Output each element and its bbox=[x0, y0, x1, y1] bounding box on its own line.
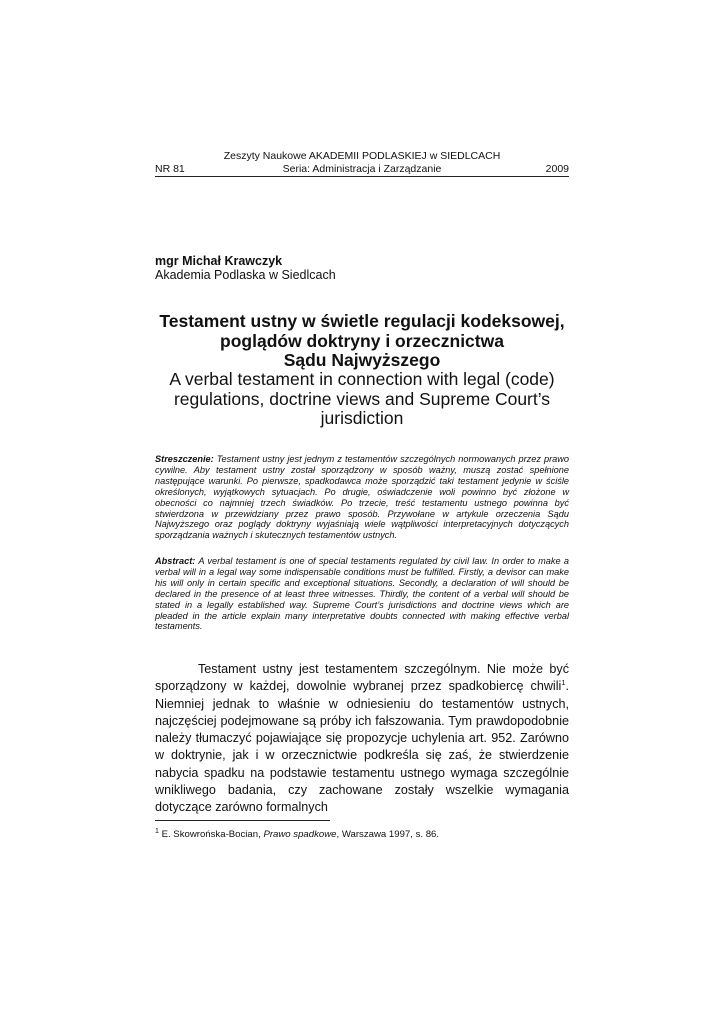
title-english bbox=[155, 370, 569, 429]
body-text-part: . Niemniej jednak to właśnie w odniesieniu do testamentów ustnych, najczęściej podejmowane są próby ich fałszowania. Tym prawdopodobnie należy tłumaczyć pojawiające się propozycje uchylenia art. 952. Zarówno w doktrynie, jak i w orzecznictwie podkreśla się zaś, że stwierdzenie nabycia spadku na podstawie testamentu ustnego wymaga szczególnie wnikliwego badania, czy zachowane zostały wszelkie wymagania dotyczące zarówno formalnych bbox=[155, 679, 569, 815]
footnote-mark: 1 bbox=[155, 828, 159, 835]
footnote-rest: , Warszawa 1997, s. 86. bbox=[336, 829, 440, 841]
title-english-line: regulations, doctrine views and Supreme Court’s bbox=[173, 388, 551, 409]
series-name: Seria: Administracja i Zarządzanie bbox=[282, 163, 442, 175]
footnote-title: Prawo spadkowe bbox=[263, 829, 337, 841]
title-polish-line: poglądów doktryny i orzecznictwa bbox=[220, 330, 504, 351]
abstract-english bbox=[155, 556, 569, 632]
title-polish-line: Sądu Najwyższego bbox=[283, 350, 441, 370]
body-paragraph bbox=[155, 661, 569, 817]
body-text-part: Testament ustny jest testamentem szczególnym. Nie może być sporządzony w każdej, dowolnie wybranej przez spadkobiercę chwili bbox=[155, 662, 569, 694]
abstract-polish bbox=[155, 454, 569, 541]
abstract-polish-label: Streszczenie: bbox=[155, 454, 214, 464]
abstract-english-text: A verbal testament is one of special testaments regulated by civil law. In order to make a verbal will in a legal way some indispensable conditions must be fulfilled. Firstly, a devisor can make his will only in certain specific and exceptional situations. Secondly, a declaration of will should be declared in the presence of at least three witnesses. Thirdly, the content of a verbal will should be stated in a legally established way. Supreme Court’s jurisdictions and doctrine views which are pleaded in the article explain many interpretative doubts connected with making effective verbal testaments. bbox=[155, 556, 569, 632]
footnote-author: E. Skowrońska-Bocian, bbox=[161, 829, 261, 841]
footnote-reference[interactable]: 1 bbox=[561, 678, 566, 688]
journal-title: Zeszyty Naukowe AKADEMII PODLASKIEJ w SIEDLCACH bbox=[223, 150, 501, 162]
title-polish bbox=[155, 312, 569, 371]
footnote bbox=[155, 826, 569, 841]
abstract-polish-text: Testament ustny jest jednym z testamentów szczególnych normowanych przez prawo cywilne. Aby testament ustny został sporządzony w sposób ważny, muszą zostać spełnione następujące warunki. Po pierwsze, spadkodawca może sporządzić taki testament jedynie w ściśle określonych, wyjątkowych sytuacjach. Po drugie, oświadczenie woli powinno być złożone w obecności co najmniej trzech świadków. Po trzecie, treść testamentu ustnego powinna być stwierdzona w przewidziany przez prawo sposób. Przywołane w artykule orzeczenia Sądu Najwyższego oraz poglądy doktryny wyjaśniają wiele wątpliwości interpretacyjnych dotyczących sporządzania ważnych i skutecznych testamentów ustnych. bbox=[155, 454, 569, 541]
running-header bbox=[155, 163, 569, 177]
issue-year: 2009 bbox=[545, 163, 569, 175]
author-name: mgr Michał Krawczyk bbox=[155, 254, 283, 268]
footnote-divider bbox=[155, 820, 330, 821]
author-affiliation: Akademia Podlaska w Siedlcach bbox=[155, 268, 336, 282]
issue-number: NR 81 bbox=[155, 163, 185, 175]
title-polish-line: Testament ustny w świetle regulacji kodeksowej, bbox=[159, 311, 565, 331]
abstract-english-label: Abstract: bbox=[155, 556, 196, 566]
title-english-line: jurisdiction bbox=[320, 408, 404, 428]
title-english-line: A verbal testament in connection with legal (code) bbox=[169, 369, 555, 389]
